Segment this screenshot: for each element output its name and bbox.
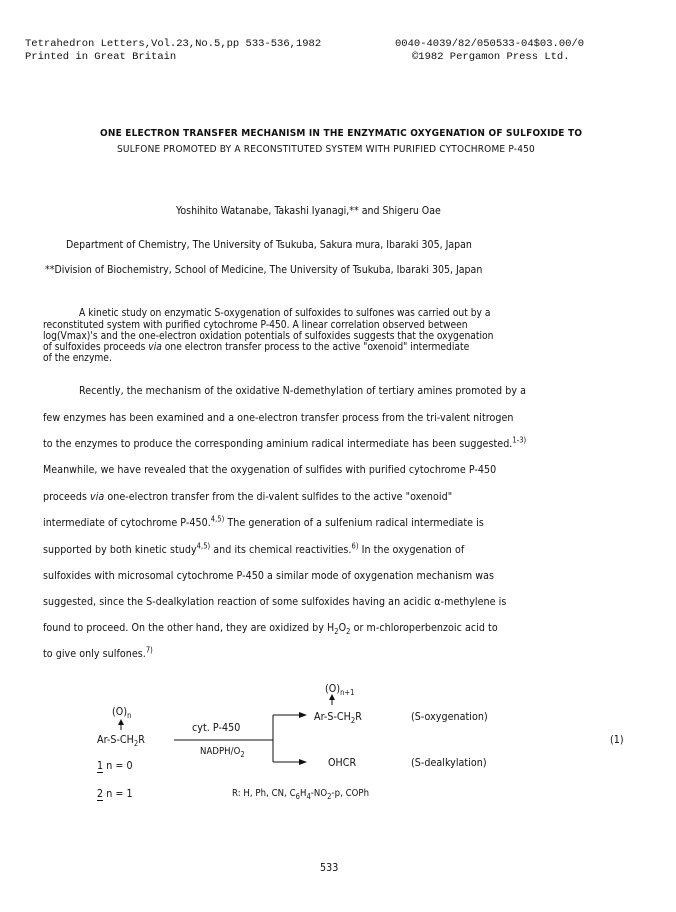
body-line-6: intermediate of cytochrome P-450.$^{4,5)}$ The generation of a sulfenium radical intermediate is [43,514,484,529]
product-2-formula: OHCR [328,757,357,769]
body-line-2: few enzymes has been examined and a one-electron transfer process from the tri-valent nitrogen [43,412,514,424]
abstract-line-5: of the enzyme. [43,353,112,364]
printed-in: Printed in Great Britain [25,51,177,63]
abstract-line-3: log(Vmax)'s and the one-electron oxidation potentials of sulfoxides suggests that the oxygenation [43,331,494,342]
compound-1-underline [97,772,103,773]
title-line-1: ONE ELECTRON TRANSFER MECHANISM IN THE ENZYMATIC OXYGENATION OF SULFOXIDE TO [100,128,583,139]
affiliation-1: Department of Chemistry, The University of Tsukuba, Sakura mura, Ibaraki 305, Japan [66,239,472,251]
copyright: ©1982 Pergamon Press Ltd. [412,51,570,63]
reactant-oxygen: $(O)_n$ [112,706,132,721]
journal-citation: Tetrahedron Letters,Vol.23,No.5,pp 533-536,1982 [25,38,322,50]
reagent-cofactor: NADPH/$O_2$ [200,746,245,759]
equation-number: (1) [610,734,624,746]
r-substituents: R: H, Ph, CN, $C_6H_4-NO_2-p$, COPh [232,788,370,801]
product-1-formula: $Ar-S-CH_2R$ [314,711,362,726]
reactant-formula: $Ar-S-CH_2R$ [97,734,145,749]
compound-2-label: 2 n = 1 [97,788,133,800]
body-line-7: supported by both kinetic study$^{4,5)}$ and its chemical reactivities.$^{6)}$ In the oxygenation of [43,541,465,556]
abstract-line-2: reconstituted system with purified cytochrome P-450. A linear correlation observed between [43,320,468,331]
body-line-8: sulfoxides with microsomal cytochrome P-450 a similar mode of oxygenation mechanism was [43,570,494,582]
reagent-enzyme: cyt. P-450 [192,722,241,734]
abstract-line-4: of sulfoxides proceeds via one electron transfer process to the active "oxenoid" intermediate [43,342,470,353]
article-code: 0040-4039/82/050533-04$03.00/0 [395,38,585,50]
abstract-line-1: A kinetic study on enzymatic S-oxygenation of sulfoxides to sulfones was carried out by a [79,308,491,319]
body-line-1: Recently, the mechanism of the oxidative N-demethylation of tertiary amines promoted by a [79,385,526,397]
compound-1-label: 1 n = 0 [97,760,133,772]
body-line-5: proceeds via one-electron transfer from the di-valent sulfides to the active "oxenoid" [43,491,453,503]
body-line-3: to the enzymes to produce the corresponding aminium radical intermediate has been suggested.$^{1-3)}$ [43,435,527,450]
body-line-9: suggested, since the S-dealkylation reaction of some sulfoxides having an acidic α-methylene is [43,596,507,608]
title-line-2: SULFONE PROMOTED BY A RECONSTITUTED SYSTEM WITH PURIFIED CYTOCHROME P-450 [117,144,535,155]
authors: Yoshihito Watanabe, Takashi Iyanagi,** and Shigeru Oae [176,205,441,217]
product-2-label: (S-dealkylation) [411,757,487,769]
body-line-10: found to proceed. On the other hand, they are oxidized by $H_2O_2$ or m-chloroperbenzoic acid to [43,622,498,637]
compound-2-underline [97,800,103,801]
product-1-label: (S-oxygenation) [411,711,488,723]
body-line-4: Meanwhile, we have revealed that the oxygenation of sulfides with purified cytochrome P-450 [43,464,497,476]
product-1-oxygen: $(O)_{n+1}$ [325,683,355,698]
affiliation-2: **Division of Biochemistry, School of Medicine, The University of Tsukuba, Ibaraki 305, Japan [45,264,483,276]
page-number: 533 [320,862,339,874]
body-line-11: to give only sulfones.$^{7)}$ [43,645,153,660]
